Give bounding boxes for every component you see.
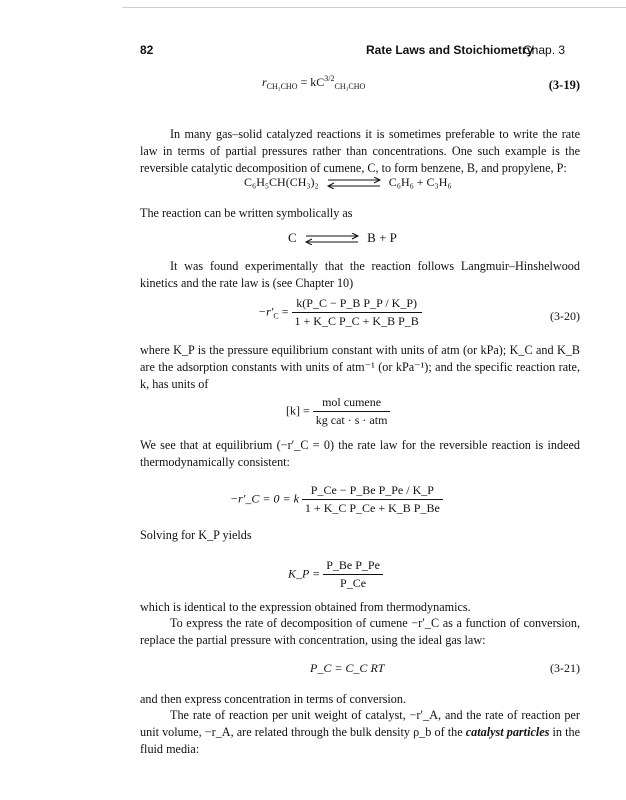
equation-3-21: P_C = C_C RT [310,661,385,675]
equation-number-3-20: (3-20) [550,309,580,323]
chapter-number: Chap. 3 [523,43,566,57]
units-equation: [k] = $\frac{\text{mol cumene}}{\text{kg cat · s · atm}}$ [286,395,390,428]
equation-3-19: $r_{CH_3CHO} = kC^{3/2}_{CH_3CHO}$ [262,74,366,91]
paragraph-intro: In many gas–solid catalyzed reactions it is sometimes preferable to write the rate law in terms of partial pressures rather than concentrations. One such example is the reversible catalytic decomposition of cumene, C, to form benzene, B, and propylene, P: [140,127,580,175]
paragraph-symbolic: The reaction can be written symbolically as [140,206,353,220]
equation-number-3-19: (3-19) [548,78,580,92]
equation-number-3-21: (3-21) [550,661,580,675]
top-rule [122,7,626,8]
equilibrium-arrows-icon [326,177,382,189]
paragraph-bulk-density: The rate of reaction per unit weight of catalyst, −r′_A, and the rate of reaction per unit volume, −r_A, are related through the bulk density ρ_b of the catalyst particles in the fluid media: [140,708,580,756]
reaction-left: C₆H₅CH(CH₃)₂ [244,175,319,189]
paragraph-thermodynamics: which is identical to the expression obtained from thermodynamics. [140,600,471,614]
emphasis-catalyst-particles: catalyst particles [465,725,550,739]
equation-3-20: $-r'_C$ = $\frac{\text{k(P\_C − P\_B P\_P / K\_P)}}{\text{1 + K\_C P\_C + K\_B P\_B}}$ [258,296,422,329]
paragraph-constants: where K_P is the pressure equilibrium constant with units of atm (or kPa); K_C and K_B are the adsorption constants with units of atm⁻¹ (or kPa⁻¹); and the specific reaction rate, k, has units of [140,343,580,391]
reaction-right: C₆H₆ + C₃H₆ [388,175,452,189]
equilibrium-arrows-icon [304,233,360,245]
paragraph-equilibrium: We see that at equilibrium (−r′_C = 0) the rate law for the reversible reaction is indeed thermodynamically consistent: [140,438,580,469]
chapter-title: Rate Laws and Stoichiometry [366,43,534,57]
kp-equation: K_P = $\frac{\text{P\_Be P\_Pe}}{P\_Ce}$ [288,558,383,591]
paragraph-solving: Solving for K_P yields [140,528,252,542]
paragraph-conversion: To express the rate of decomposition of cumene −r′_C as a function of conversion, replace the partial pressure with concentration, using the ideal gas law: [140,616,580,647]
paragraph-langmuir: It was found experimentally that the reaction follows Langmuir–Hinshelwood kinetics and the rate law is (see Chapter 10) [140,259,580,290]
paragraph-concentration: and then express concentration in terms of conversion. [140,692,407,706]
equilibrium-equation: −r′_C = 0 = k $\frac{\text{P\_Ce − P\_Be P\_Pe / K\_P}}{\text{1 + K\_C P\_Ce + K\_B P\_Be}}$ [230,483,443,516]
cumene-reaction [244,175,452,190]
symbolic-reaction: C B + P [288,230,397,245]
page-number: 82 [140,43,154,57]
